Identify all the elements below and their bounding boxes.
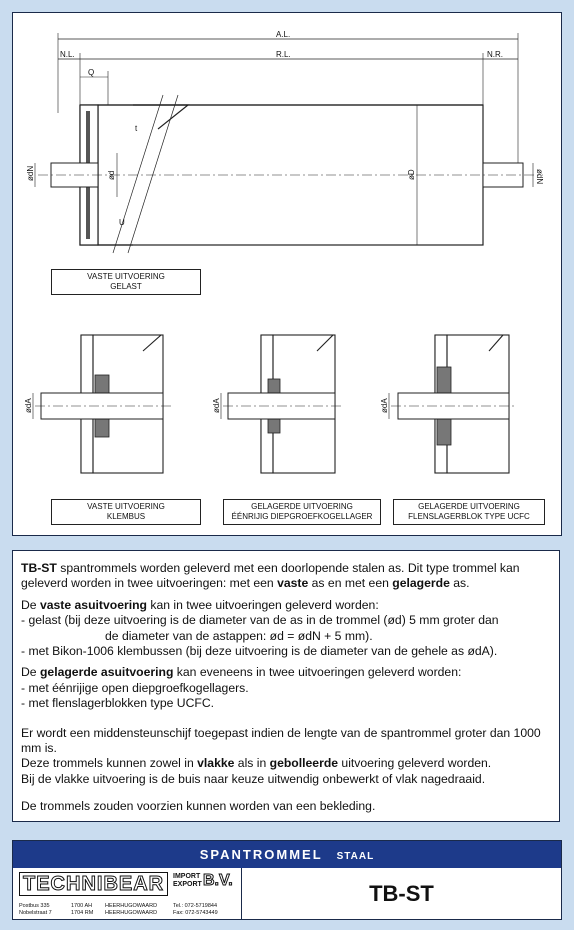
paragraph-vaste: De vaste asuitvoering kan in twee uitvoeringen geleverd worden: - gelast (bij deze uitvoering is de diameter van de as in de trommel (ød) 5 mm groter dan de diameter van de astappen: ød = ødN + 5 mm). - met Bikon-1006 klembussen (bij deze uitvoering is de diameter van de gehele as ødA). xyxy=(21,597,499,659)
detail-klembus xyxy=(24,335,173,473)
paragraph-intro: TB-ST spantrommels worden geleverd met een doorlopende stalen as. Dit type trommel kan geleverd worden in twee uitvoeringen: met een vaste as en met een gelagerde as. xyxy=(21,561,520,591)
paragraph-middensteun: Er wordt een middensteunschijf toegepast indien de lengte van de spantrommel groter dan 1000 mm is. xyxy=(21,725,541,756)
address-phone: Tel.: 072-5719844 Fax: 072-5743449 xyxy=(173,903,218,916)
caption-gelagerd-rijig: GELAGERDE UITVOERING ÉÉNRIJIG DIEPGROEFKOGELLAGER xyxy=(223,499,381,525)
dim-u: U xyxy=(119,218,125,227)
paragraph-uitvoering: Deze trommels kunnen zowel in vlakke als in gebolleerde uitvoering geleverd worden. Bij de vlakke uitvoering is de buis naar keuze uitwendig onbewerkt of vlak nagedraaid. xyxy=(21,756,492,786)
product-title-bar: SPANTROMMEL STAAL xyxy=(13,841,561,868)
dim-t: t xyxy=(135,124,138,133)
dim-rl: R.L. xyxy=(276,50,291,59)
detail-kogellager xyxy=(212,335,343,473)
dim-q: Q xyxy=(88,68,95,77)
caption-vast-gelast: VASTE UITVOERING GELAST xyxy=(51,269,201,295)
caption-gelagerd-flens: GELAGERDE UITVOERING FLENSLAGERBLOK TYPE UCFC xyxy=(393,499,545,525)
dim-nl: N.L. xyxy=(60,50,75,59)
dim-da-1: ødA xyxy=(24,398,33,413)
dim-al: A.L. xyxy=(276,30,291,39)
address-postcode: 1700 AH 1704 RM xyxy=(71,903,94,916)
paragraph-bekleding: De trommels zouden voorzien kunnen worden van een bekleding. xyxy=(21,799,376,814)
paragraph-gelagerde: De gelagerde asuitvoering kan eveneens in twee uitvoeringen geleverd worden: - met éénrijige open diepgroefkogellagers. - met flenslagerblokken type UCFC. xyxy=(21,665,462,711)
dim-da-2: ødA xyxy=(212,398,221,413)
caption-vast-klembus: VASTE UITVOERING KLEMBUS xyxy=(51,499,201,525)
drawing-panel xyxy=(12,12,562,536)
dim-d: ød xyxy=(107,170,116,180)
dim-dn-right: ødN xyxy=(535,169,544,185)
detail-flenslager xyxy=(380,335,517,473)
footer xyxy=(12,840,562,920)
dim-D: øD xyxy=(407,169,416,180)
dim-da-3: ødA xyxy=(380,398,389,413)
dim-dn-left: ødN xyxy=(26,165,35,181)
description-text xyxy=(12,550,560,822)
address-street: Postbus 335 Nobelstraat 7 xyxy=(19,903,52,916)
address-city: HEERHUGOWAARD HEERHUGOWAARD xyxy=(105,903,158,916)
company-logo: TECHNIBEAR IMPORT EXPORT B.V. Postbus 335 Nobelstraat 7 1700 AH 1704 RM HEERHUGOWAARD HEERHUGOWAARD Tel.: 072-5719844 Fax: 072-5743449 xyxy=(13,868,242,919)
product-code: TB-ST xyxy=(369,881,434,906)
dim-nr: N.R. xyxy=(487,50,503,59)
